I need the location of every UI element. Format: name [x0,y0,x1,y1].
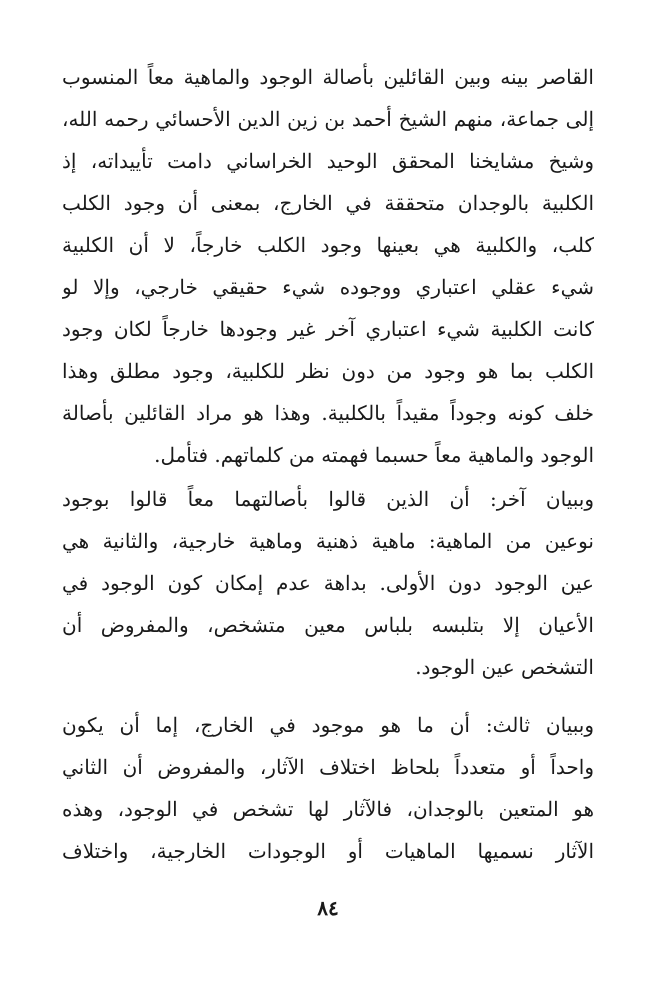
text-line: خلف كونه وجوداً مقيداً بالكلبية. وهذا هو مراد القائلين بأصالة [62,401,594,425]
text-line: الأعيان إلا بتلبسه بلباس معين متشخص، والمفروض أن [62,613,594,637]
text-line: كلب، والكلبية هي بعينها وجود الكلب خارجاً، لا أن الكلبية [62,233,594,257]
text-line: وببيان ثالث: أن ما هو موجود في الخارج، إما أن يكون [62,713,594,737]
text-line: الكلبية بالوجدان متحققة في الخارج، بمعنى أن وجود الكلب [62,191,594,215]
text-line: الوجود والماهية معاً حسبما فهمته من كلماتهم. فتأمل. [154,443,594,467]
text-line: القاصر بينه وبين القائلين بأصالة الوجود والماهية معاً المنسوب [62,65,594,89]
paragraph-2 [62,478,594,688]
text-line: نوعين من الماهية: ماهية ذهنية وماهية خارجية، والثانية هي [62,529,594,553]
text-line: هو المتعين بالوجدان، فالآثار لها تشخص في الوجود، وهذه [62,797,594,821]
paragraph-1 [62,56,594,476]
paragraph-3 [62,704,594,872]
text-line: شيء عقلي اعتباري ووجوده شيء حقيقي خارجي، وإلا لو [62,275,594,299]
text-line: إلى جماعة، منهم الشيخ أحمد بن زين الدين الأحسائي رحمه الله، [62,107,594,131]
text-line: الكلب بما هو وجود من دون نظر للكلبية، وجود مطلق وهذا [62,359,594,383]
text-line: واحداً أو متعدداً بلحاظ اختلاف الآثار، والمفروض أن الثاني [62,755,594,779]
text-line: كانت الكلبية شيء اعتباري آخر غير وجودها خارجاً لكان وجود [62,317,594,341]
text-line: التشخص عين الوجود. [415,655,594,679]
text-line: عين الوجود دون الأولى. بداهة عدم إمكان كون الوجود في [62,571,594,595]
page-number: ٨٤ [317,896,339,920]
text-line: وشيخ مشايخنا المحقق الوحيد الخراساني دامت تأييداته، إذ [62,149,594,173]
text-line: الآثار نسميها الماهيات أو الوجودات الخارجية، واختلاف [62,839,594,863]
text-line: وببيان آخر: أن الذين قالوا بأصالتهما معاً قالوا بوجود [62,487,594,511]
